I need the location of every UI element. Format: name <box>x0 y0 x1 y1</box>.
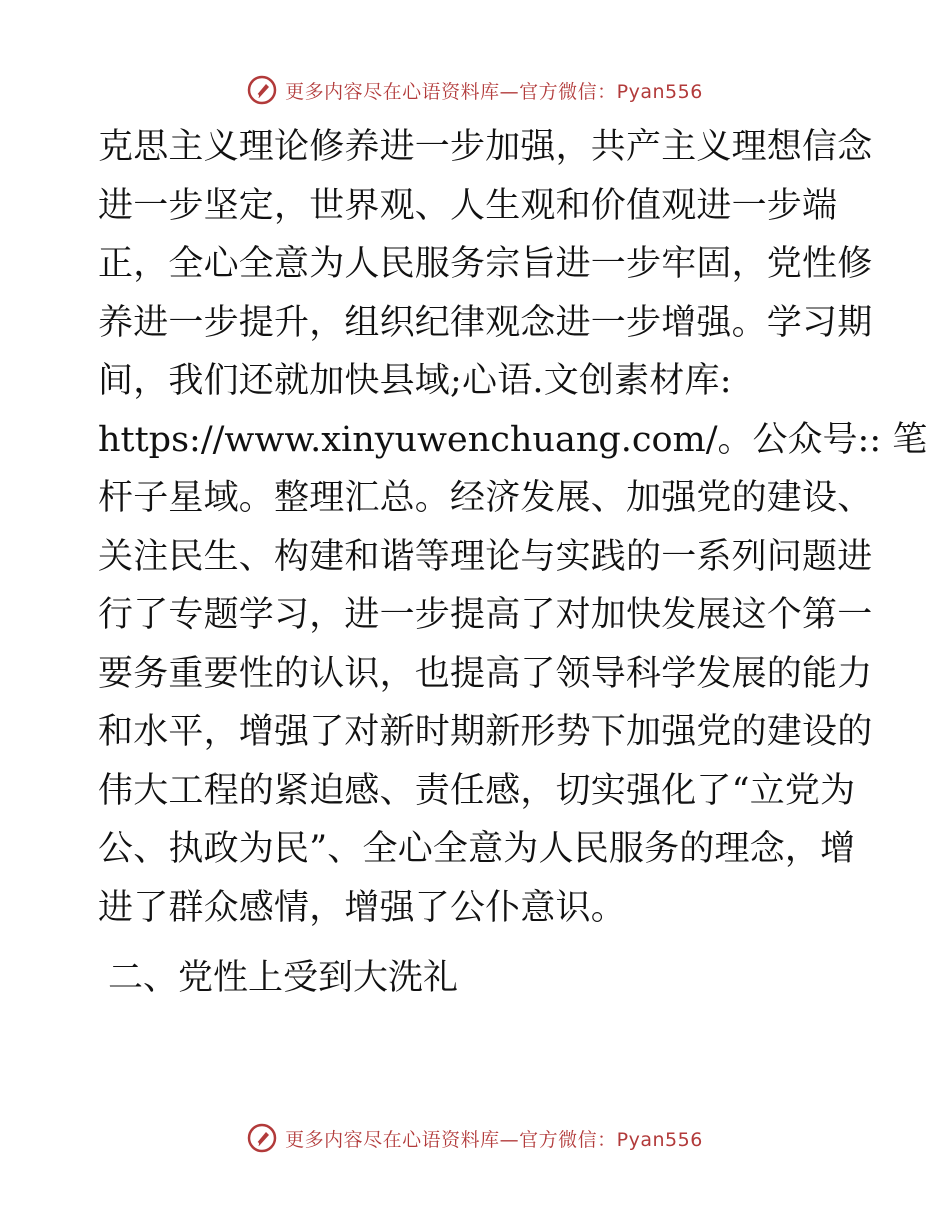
body-line-10: 要务重要性的认识，也提高了领导科学发展的能力 <box>98 653 873 694</box>
document-body <box>98 118 928 1007</box>
body-line-3: 正，全心全意为人民服务宗旨进一步牢固，党性修 <box>98 244 873 284</box>
body-line-7: 杆子星域。整理汇总。经济发展、加强党的建设、 <box>98 478 873 518</box>
footer-banner-text: 更多内容尽在心语资料库—官方微信：Pyan556 <box>285 1128 703 1151</box>
pen-circle-icon <box>247 1123 277 1153</box>
header-banner <box>0 70 950 110</box>
body-line-12: 伟大工程的紧迫感、责任感，切实强化了“立党为 <box>98 770 856 811</box>
pen-circle-icon <box>247 75 277 105</box>
section-heading: 二、党性上受到大洗礼 <box>108 958 459 998</box>
header-banner-text: 更多内容尽在心语资料库—官方微信：Pyan556 <box>285 80 703 103</box>
body-line-5: 间，我们还就加快县域;心语.文创素材库: <box>98 361 732 401</box>
body-line-11: 和水平，增强了对新时期新形势下加强党的建设的 <box>98 712 873 752</box>
body-line-1: 克思主义理论修养进一步加强，共产主义理想信念 <box>98 127 873 167</box>
body-line-6: https://www.xinyuwenchuang.com/。公众号:: 笔 <box>98 419 928 460</box>
body-line-8: 关注民生、构建和谐等理论与实践的一系列问题进 <box>98 536 873 577</box>
body-line-2: 进一步坚定，世界观、人生观和价值观进一步端 <box>98 185 838 226</box>
body-line-13: 公、执政为民”、全心全意为人民服务的理念，增 <box>98 829 856 869</box>
footer-banner <box>0 1118 950 1158</box>
body-line-9: 行了专题学习，进一步提高了对加快发展这个第一 <box>98 595 873 635</box>
body-line-4: 养进一步提升，组织纪律观念进一步增强。学习期 <box>98 302 873 343</box>
body-line-14: 进了群众感情，增强了公仆意识。 <box>98 887 627 928</box>
